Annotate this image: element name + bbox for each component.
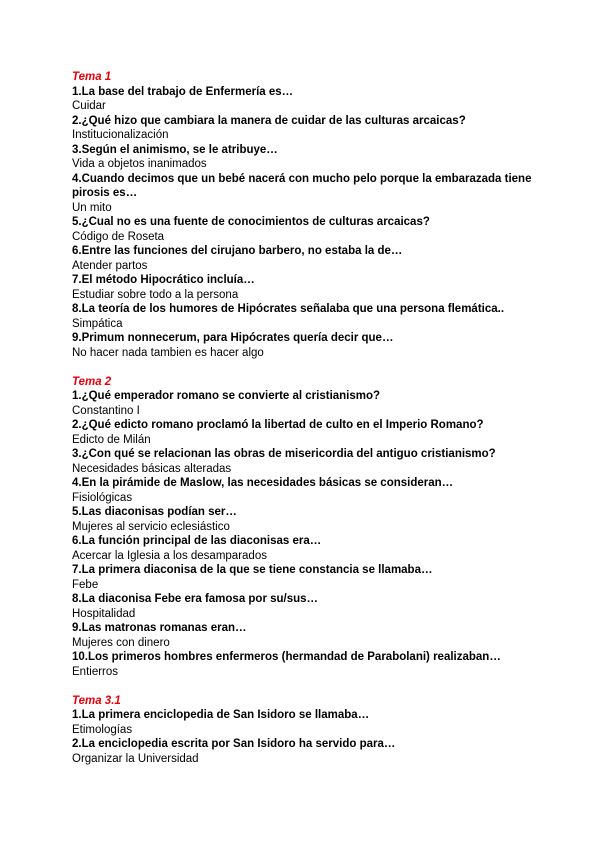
answer: Edicto de Milán <box>72 433 151 446</box>
answer: Atender partos <box>72 259 148 272</box>
question: 5.Las diaconisas podían ser… <box>72 506 237 518</box>
answer: Institucionalización <box>72 129 169 141</box>
question: 1.La primera enciclopedia de San Isidoro se llamaba… <box>72 709 370 721</box>
answer: Simpática <box>72 317 123 330</box>
question: 10.Los primeros hombres enfermeros (hermandad de Parabolani) realizaban… <box>72 651 501 663</box>
question: 6.La función principal de las diaconisas era… <box>72 535 322 547</box>
section-tema-2 <box>72 375 542 680</box>
question: 7.La primera diaconisa de la que se tiene constancia se llamaba… <box>72 564 433 576</box>
question: 9.Primum nonnecerum, para Hipócrates quería decir que… <box>72 332 394 344</box>
answer: Vida a objetos inanimados <box>72 158 207 170</box>
answer: Hospitalidad <box>72 607 136 620</box>
answer: Entierros <box>72 665 119 678</box>
answer: Fisiológicas <box>72 491 133 504</box>
section-title: Tema 1 <box>72 71 112 83</box>
answer: Constantino I <box>72 404 140 417</box>
question: 3.¿Con qué se relacionan las obras de misericordia del antiguo cristianismo? <box>72 448 496 460</box>
question: 5.¿Cual no es una fuente de conocimientos de culturas arcaicas? <box>72 216 430 228</box>
question: 2.¿Qué edicto romano proclamó la libertad de culto en el Imperio Romano? <box>72 419 484 431</box>
answer: Etimologías <box>72 723 133 736</box>
section-tema-1 <box>72 70 542 360</box>
answer: Mujeres al servicio eclesiástico <box>72 520 230 533</box>
document-content <box>72 70 542 781</box>
question: 4.Cuando decimos que un bebé nacerá con mucho pelo porque la embarazada tiene pirosis es… <box>72 172 532 199</box>
question: 8.La diaconisa Febe era famosa por su/sus… <box>72 593 319 605</box>
question: 3.Según el animismo, se le atribuye… <box>72 143 278 156</box>
answer: Acercar la Iglesia a los desamparados <box>72 549 267 562</box>
question: 1.¿Qué emperador romano se convierte al cristianismo? <box>72 390 381 402</box>
answer: No hacer nada tambien es hacer algo <box>72 346 264 359</box>
question: 9.Las matronas romanas eran… <box>72 622 247 634</box>
answer: Estudiar sobre todo a la persona <box>72 288 239 301</box>
section-title: Tema 2 <box>72 375 112 388</box>
answer: Un mito <box>72 201 112 214</box>
answer: Código de Roseta <box>72 230 165 243</box>
answer: Necesidades básicas alteradas <box>72 462 232 475</box>
question: 2.La enciclopedia escrita por San Isidoro ha servido para… <box>72 738 396 750</box>
question: 8.La teoría de los humores de Hipócrates señalaba que una persona flemática.. <box>72 303 505 315</box>
question: 2.¿Qué hizo que cambiara la manera de cuidar de las culturas arcaicas? <box>72 114 466 127</box>
answer: Organizar la Universidad <box>72 752 199 765</box>
answer: Cuidar <box>72 100 106 112</box>
answer: Mujeres con dinero <box>72 636 170 649</box>
section-tema-3-1 <box>72 694 542 767</box>
question: 6.Entre las funciones del cirujano barbero, no estaba la de… <box>72 245 403 257</box>
section-title: Tema 3.1 <box>72 694 121 707</box>
question: 7.El método Hipocrático incluía… <box>72 274 255 286</box>
answer: Febe <box>72 578 99 591</box>
question: 4.En la pirámide de Maslow, las necesidades básicas se consideran… <box>72 477 454 489</box>
question: 1.La base del trabajo de Enfermería es… <box>72 85 294 98</box>
